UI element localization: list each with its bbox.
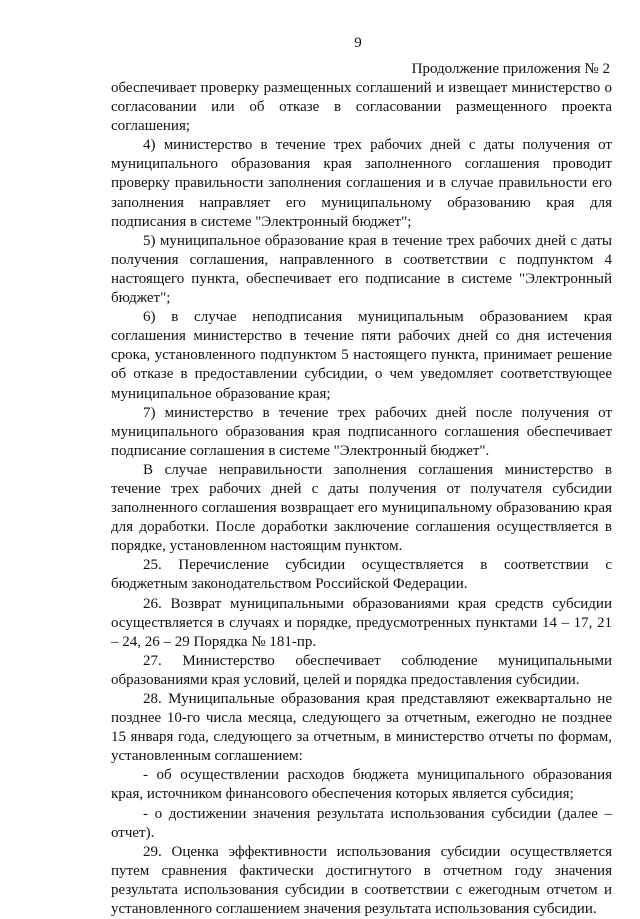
document-body	[111, 79, 612, 919]
paragraph-subitem-6: 6) в случае неподписания муниципальным образованием края соглашения министерство в течение пяти рабочих дней со дня истечения срока, установленного подпунктом 5 настоящего пункта, принимает решение об отказе в предоставлении субсидии, о чем уведомляет соответствующее муниципальное образование края;	[111, 309, 612, 402]
paragraph-item-26: 26. Возврат муниципальными образованиями края средств субсидии осуществляется в случаях и порядке, предусмотренных пунктами 14 – 17, 21 – 24, 26 – 29 Порядка № 181-пр.	[111, 595, 612, 650]
paragraph-subitem-5: 5) муниципальное образование края в течение трех рабочих дней с даты получения соглашения, направленного в соответствии с подпунктом 4 настоящего пункта, обеспечивает его подписание в системе "Электронный бюджет";	[111, 232, 612, 307]
paragraph-report-result: - о достижении значения результата использования субсидии (далее – отчет).	[111, 805, 612, 841]
running-header: Продолжение приложения № 2	[411, 61, 610, 77]
paragraph-item-28: 28. Муниципальные образования края представляют ежеквартально не позднее 10-го числа месяца, следующего за отчетным, ежегодно не позднее 15 января года, следующего за отчетным, в министерство отчеты по формам, установленным соглашением:	[111, 691, 612, 765]
paragraph-subitem-4: 4) министерство в течение трех рабочих дней с даты получения от муниципального образования края заполненного соглашения проводит проверку правильности заполнения соглашения и в случае правильности его заполнения направляет его муниципальному образованию края для подписания в системе "Электронный бюджет";	[111, 137, 612, 230]
paragraph-subitem-7: 7) министерство в течение трех рабочих дней после получения от муниципального образования края подписанного соглашения обеспечивает подписание соглашения в системе "Электронный бюджет".	[111, 404, 612, 459]
paragraph-continuation: обеспечивает проверку размещенных соглашений и извещает министерство о согласовании или об отказе в согласовании размещенного проекта соглашения;	[111, 80, 612, 135]
page-number: 9	[354, 35, 362, 51]
paragraph-incorrect-filling: В случае неправильности заполнения соглашения министерство в течение трех рабочих дней с даты получения от получателя субсидии заполненного соглашения возвращает его муниципальному образованию края для доработки. После доработки заключение соглашения осуществляется в порядке, установленном настоящим пунктом.	[111, 461, 612, 555]
paragraph-item-29: 29. Оценка эффективности использования субсидии осуществляется путем сравнения фактически достигнутого в отчетном году значения результата использования субсидии в соответствии с ежегодным отчетом и установленного соглашением значения результата использования субсидии.	[111, 843, 612, 918]
paragraph-report-expenses: - об осуществлении расходов бюджета муниципального образования края, источником финансового обеспечения которых является субсидия;	[111, 767, 612, 803]
paragraph-item-27: 27. Министерство обеспечивает соблюдение муниципальными образованиями края условий, целей и порядка предоставления субсидии.	[111, 652, 612, 688]
paragraph-item-25: 25. Перечисление субсидии осуществляется в соответствии с бюджетным законодательством Российской Федерации.	[111, 557, 612, 593]
